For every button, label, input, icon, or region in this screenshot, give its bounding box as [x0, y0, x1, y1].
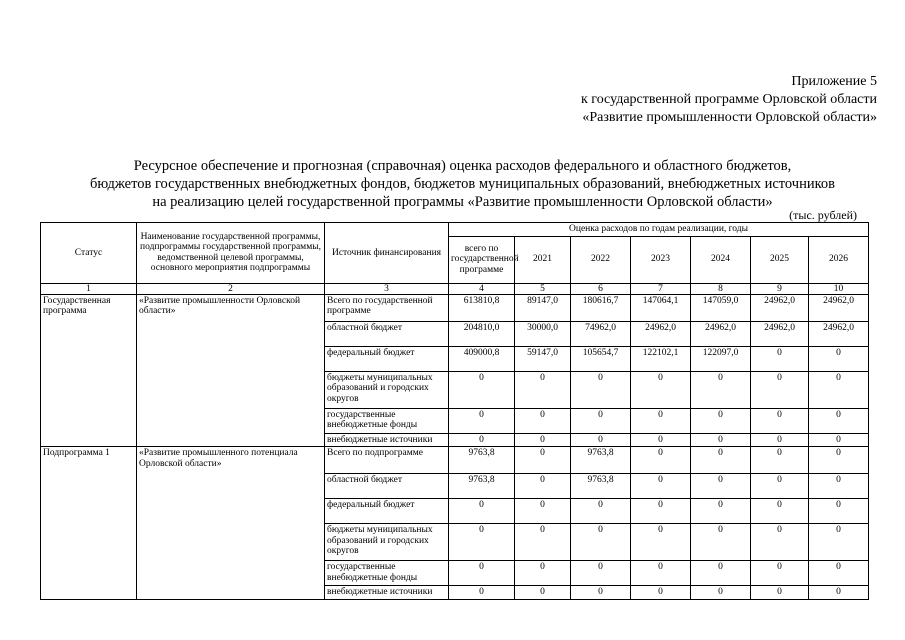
amount-cell: 0 — [571, 586, 631, 600]
amount-cell: 0 — [515, 408, 571, 433]
funding-source: государственные внебюджетные фонды — [325, 561, 449, 586]
amount-cell: 0 — [691, 586, 751, 600]
amount-cell: 9763,8 — [571, 474, 631, 499]
amount-cell: 0 — [751, 499, 809, 524]
amount-cell: 0 — [449, 408, 515, 433]
amount-cell: 0 — [571, 524, 631, 561]
header-source: Источник финансирования — [325, 223, 449, 284]
amount-cell: 24962,0 — [809, 294, 869, 321]
column-number: 9 — [751, 283, 809, 294]
amount-cell: 0 — [515, 524, 571, 561]
amount-cell: 24962,0 — [631, 321, 691, 346]
amount-cell: 0 — [515, 499, 571, 524]
amount-cell: 0 — [809, 371, 869, 408]
amount-cell: 122097,0 — [691, 346, 751, 371]
header-year: 2022 — [571, 236, 631, 283]
amount-cell: 0 — [449, 371, 515, 408]
amount-cell: 0 — [631, 474, 691, 499]
amount-cell: 0 — [809, 447, 869, 474]
header-status: Статус — [41, 223, 137, 284]
amount-cell: 0 — [515, 586, 571, 600]
table-row — [41, 447, 869, 474]
appendix-line-1: Приложение 5 — [791, 74, 877, 89]
funding-source: областной бюджет — [325, 474, 449, 499]
amount-cell: 0 — [751, 447, 809, 474]
amount-cell: 0 — [691, 499, 751, 524]
amount-cell: 0 — [691, 447, 751, 474]
document-title — [40, 157, 885, 211]
amount-cell: 0 — [751, 408, 809, 433]
amount-cell: 0 — [571, 499, 631, 524]
header-year: 2023 — [631, 236, 691, 283]
amount-cell: 180616,7 — [571, 294, 631, 321]
amount-cell: 0 — [631, 371, 691, 408]
amount-cell: 0 — [751, 586, 809, 600]
amount-cell: 0 — [809, 346, 869, 371]
amount-cell: 0 — [809, 586, 869, 600]
amount-cell: 0 — [691, 524, 751, 561]
program-status: Государственная программа — [41, 294, 137, 447]
amount-cell: 24962,0 — [751, 294, 809, 321]
amount-cell: 0 — [809, 408, 869, 433]
column-number: 1 — [41, 283, 137, 294]
program-name: «Развитие промышленности Орловской области» — [137, 294, 325, 447]
amount-cell: 0 — [571, 433, 631, 447]
funding-source: государственные внебюджетные фонды — [325, 408, 449, 433]
funding-source: бюджеты муниципальных образований и городских округов — [325, 524, 449, 561]
amount-cell: 204810,0 — [449, 321, 515, 346]
amount-cell: 0 — [449, 433, 515, 447]
column-number: 8 — [691, 283, 751, 294]
column-number: 4 — [449, 283, 515, 294]
amount-cell: 147064,1 — [631, 294, 691, 321]
amount-cell: 409000,8 — [449, 346, 515, 371]
amount-cell: 0 — [691, 371, 751, 408]
header-year: 2024 — [691, 236, 751, 283]
funding-source: внебюджетные источники — [325, 586, 449, 600]
amount-cell: 0 — [809, 561, 869, 586]
amount-cell: 122102,1 — [631, 346, 691, 371]
amount-cell: 0 — [571, 371, 631, 408]
column-number: 6 — [571, 283, 631, 294]
column-number: 10 — [809, 283, 869, 294]
amount-cell: 24962,0 — [751, 321, 809, 346]
amount-cell: 0 — [631, 561, 691, 586]
amount-cell: 89147,0 — [515, 294, 571, 321]
header-year: 2026 — [809, 236, 869, 283]
header-year: 2021 — [515, 236, 571, 283]
amount-cell: 0 — [449, 561, 515, 586]
amount-cell: 0 — [515, 447, 571, 474]
funding-source: федеральный бюджет — [325, 499, 449, 524]
amount-cell: 0 — [449, 524, 515, 561]
header-name: Наименование государственной программы, подпрограммы государственной программы, ведомственной целевой программы, основного мероприятия подпрограммы — [137, 223, 325, 284]
amount-cell: 9763,8 — [571, 447, 631, 474]
program-status: Подпрограмма 1 — [41, 447, 137, 600]
amount-cell: 0 — [751, 346, 809, 371]
appendix-header — [581, 73, 877, 127]
funding-source: областной бюджет — [325, 321, 449, 346]
amount-cell: 0 — [809, 433, 869, 447]
funding-source: внебюджетные источники — [325, 433, 449, 447]
amount-cell: 0 — [751, 561, 809, 586]
amount-cell: 0 — [751, 474, 809, 499]
amount-cell: 0 — [751, 433, 809, 447]
funding-source: федеральный бюджет — [325, 346, 449, 371]
amount-cell: 0 — [631, 499, 691, 524]
amount-cell: 147059,0 — [691, 294, 751, 321]
amount-cell: 59147,0 — [515, 346, 571, 371]
amount-cell: 0 — [691, 561, 751, 586]
amount-cell: 105654,7 — [571, 346, 631, 371]
amount-cell: 0 — [515, 371, 571, 408]
amount-cell: 74962,0 — [571, 321, 631, 346]
amount-cell: 0 — [631, 447, 691, 474]
amount-cell: 0 — [809, 524, 869, 561]
amount-cell: 0 — [691, 474, 751, 499]
amount-cell: 0 — [515, 433, 571, 447]
amount-cell: 0 — [631, 433, 691, 447]
amount-cell: 0 — [809, 474, 869, 499]
title-line-3: на реализацию целей государственной программы «Развитие промышленности Орловской области» — [152, 194, 773, 210]
amount-cell: 30000,0 — [515, 321, 571, 346]
header-year: 2025 — [751, 236, 809, 283]
amount-cell: 0 — [631, 524, 691, 561]
amount-cell: 0 — [691, 408, 751, 433]
column-number: 2 — [137, 283, 325, 294]
amount-cell: 24962,0 — [691, 321, 751, 346]
resource-table — [40, 222, 869, 600]
amount-cell: 0 — [631, 408, 691, 433]
amount-cell: 0 — [631, 586, 691, 600]
amount-cell: 0 — [691, 433, 751, 447]
amount-cell: 9763,8 — [449, 474, 515, 499]
column-number: 7 — [631, 283, 691, 294]
amount-cell: 0 — [449, 586, 515, 600]
title-line-1: Ресурсное обеспечение и прогнозная (справочная) оценка расходов федерального и областного бюджетов, — [133, 158, 792, 174]
funding-source: Всего по подпрограмме — [325, 447, 449, 474]
program-name: «Развитие промышленного потенциала Орловской области» — [137, 447, 325, 600]
title-line-2: бюджетов государственных внебюджетных фондов, бюджетов муниципальных образований, внебюджетных источников — [89, 176, 836, 192]
amount-cell: 0 — [809, 499, 869, 524]
amount-cell: 9763,8 — [449, 447, 515, 474]
units-label: (тыс. рублей) — [789, 208, 857, 222]
table-row — [41, 294, 869, 321]
column-number: 5 — [515, 283, 571, 294]
funding-source: бюджеты муниципальных образований и городских округов — [325, 371, 449, 408]
amount-cell: 0 — [571, 408, 631, 433]
amount-cell: 0 — [515, 474, 571, 499]
funding-source: Всего по государственной программе — [325, 294, 449, 321]
amount-cell: 0 — [449, 499, 515, 524]
appendix-line-3: «Развитие промышленности Орловской области» — [582, 110, 877, 125]
amount-cell: 0 — [571, 561, 631, 586]
amount-cell: 613810,8 — [449, 294, 515, 321]
column-number: 3 — [325, 283, 449, 294]
amount-cell: 0 — [751, 371, 809, 408]
amount-cell: 0 — [751, 524, 809, 561]
amount-cell: 0 — [515, 561, 571, 586]
header-total: всего по государственной программе — [449, 236, 515, 283]
amount-cell: 24962,0 — [809, 321, 869, 346]
header-estimate: Оценка расходов по годам реализации, годы — [449, 223, 869, 237]
appendix-line-2: к государственной программе Орловской области — [581, 92, 877, 107]
